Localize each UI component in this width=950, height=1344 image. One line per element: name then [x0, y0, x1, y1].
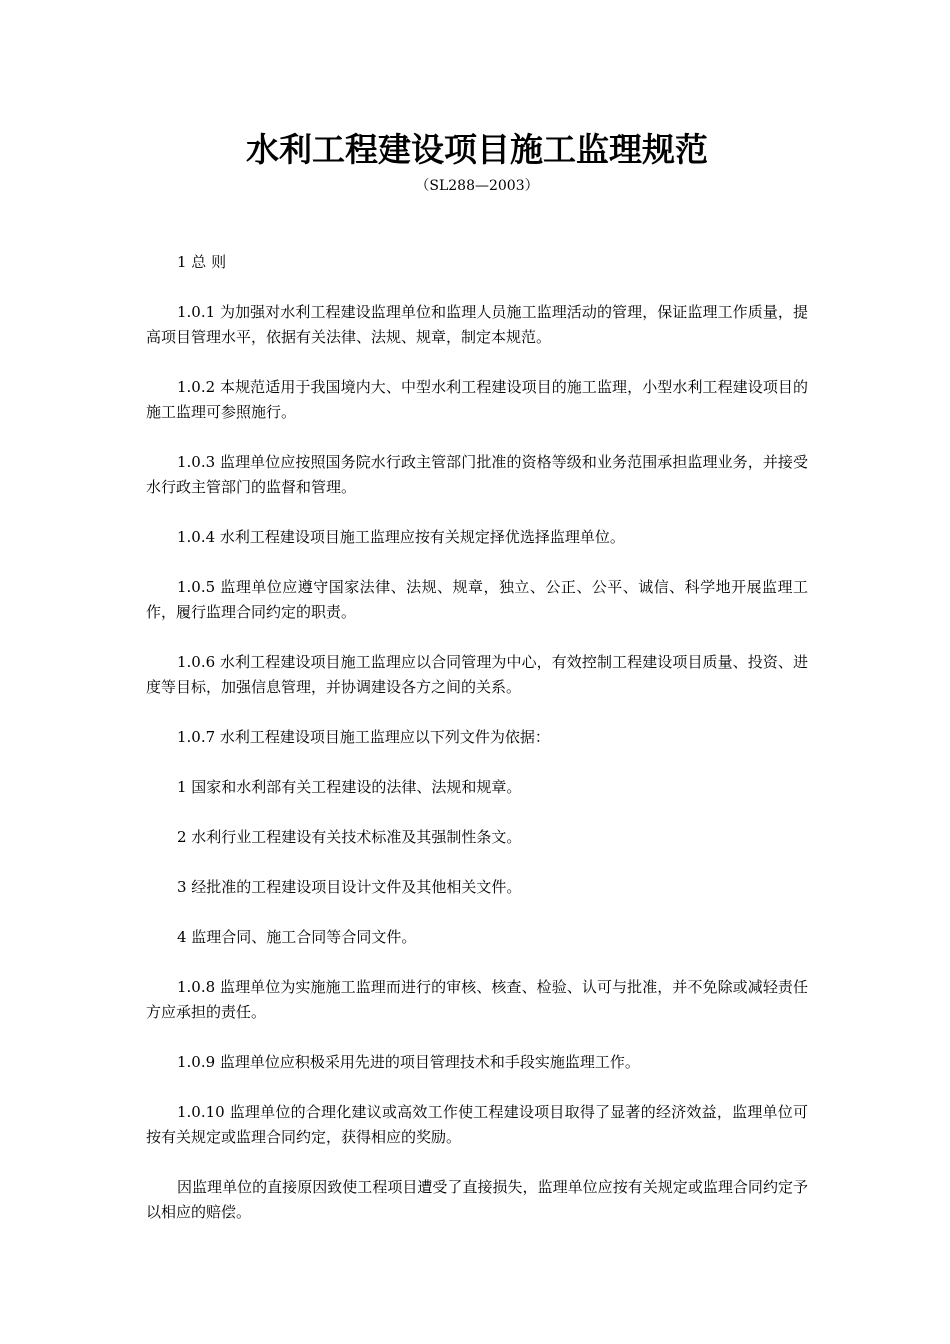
clause-1-0-10-continued: 因监理单位的直接原因致使工程项目遭受了直接损失，监理单位应按有关规定或监理合同约定予以相应的赔偿。: [146, 1178, 808, 1221]
list-item: 3 经批准的工程建设项目设计文件及其他相关文件。: [177, 878, 522, 896]
clause-1-0-9: 1.0.9 监理单位应积极采用先进的项目管理技术和手段实施监理工作。: [177, 1053, 640, 1071]
list-item: 1 国家和水利部有关工程建设的法律、法规和规章。: [177, 778, 522, 796]
document-subtitle: （SL288—2003）: [415, 178, 539, 194]
clause-1-0-10: 1.0.10 监理单位的合理化建议或高效工作使工程建设项目取得了显著的经济效益，监理单位可按有关规定或监理合同约定，获得相应的奖励。: [146, 1103, 808, 1146]
document-title: 水利工程建设项目施工监理规范: [246, 130, 708, 169]
clause-1-0-7: 1.0.7 水利工程建设项目施工监理应以下列文件为依据：: [177, 728, 550, 746]
clause-1-0-6: 1.0.6 水利工程建设项目施工监理应以合同管理为中心，有效控制工程建设项目质量、投资、进度等目标，加强信息管理，并协调建设各方之间的关系。: [146, 653, 808, 696]
list-item: 2 水利行业工程建设有关技术标准及其强制性条文。: [177, 828, 522, 846]
clause-1-0-3: 1.0.3 监理单位应按照国务院水行政主管部门批准的资格等级和业务范围承担监理业务，并接受水行政主管部门的监督和管理。: [146, 453, 808, 496]
clause-1-0-5: 1.0.5 监理单位应遵守国家法律、法规、规章，独立、公正、公平、诚信、科学地开展监理工作，履行监理合同约定的职责。: [146, 578, 808, 621]
clause-1-0-8: 1.0.8 监理单位为实施施工监理而进行的审核、核查、检验、认可与批准，并不免除或减轻责任方应承担的责任。: [146, 978, 808, 1021]
clause-1-0-2: 1.0.2 本规范适用于我国境内大、中型水利工程建设项目的施工监理，小型水利工程建设项目的施工监理可参照施行。: [146, 378, 808, 421]
section-heading: 1 总 则: [177, 253, 227, 271]
document-body: [146, 250, 808, 1250]
clause-1-0-1: 1.0.1 为加强对水利工程建设监理单位和监理人员施工监理活动的管理，保证监理工作质量，提高项目管理水平，依据有关法律、法规、规章，制定本规范。: [146, 303, 808, 346]
clause-1-0-4: 1.0.4 水利工程建设项目施工监理应按有关规定择优选择监理单位。: [177, 528, 625, 546]
list-item: 4 监理合同、施工合同等合同文件。: [177, 928, 417, 946]
